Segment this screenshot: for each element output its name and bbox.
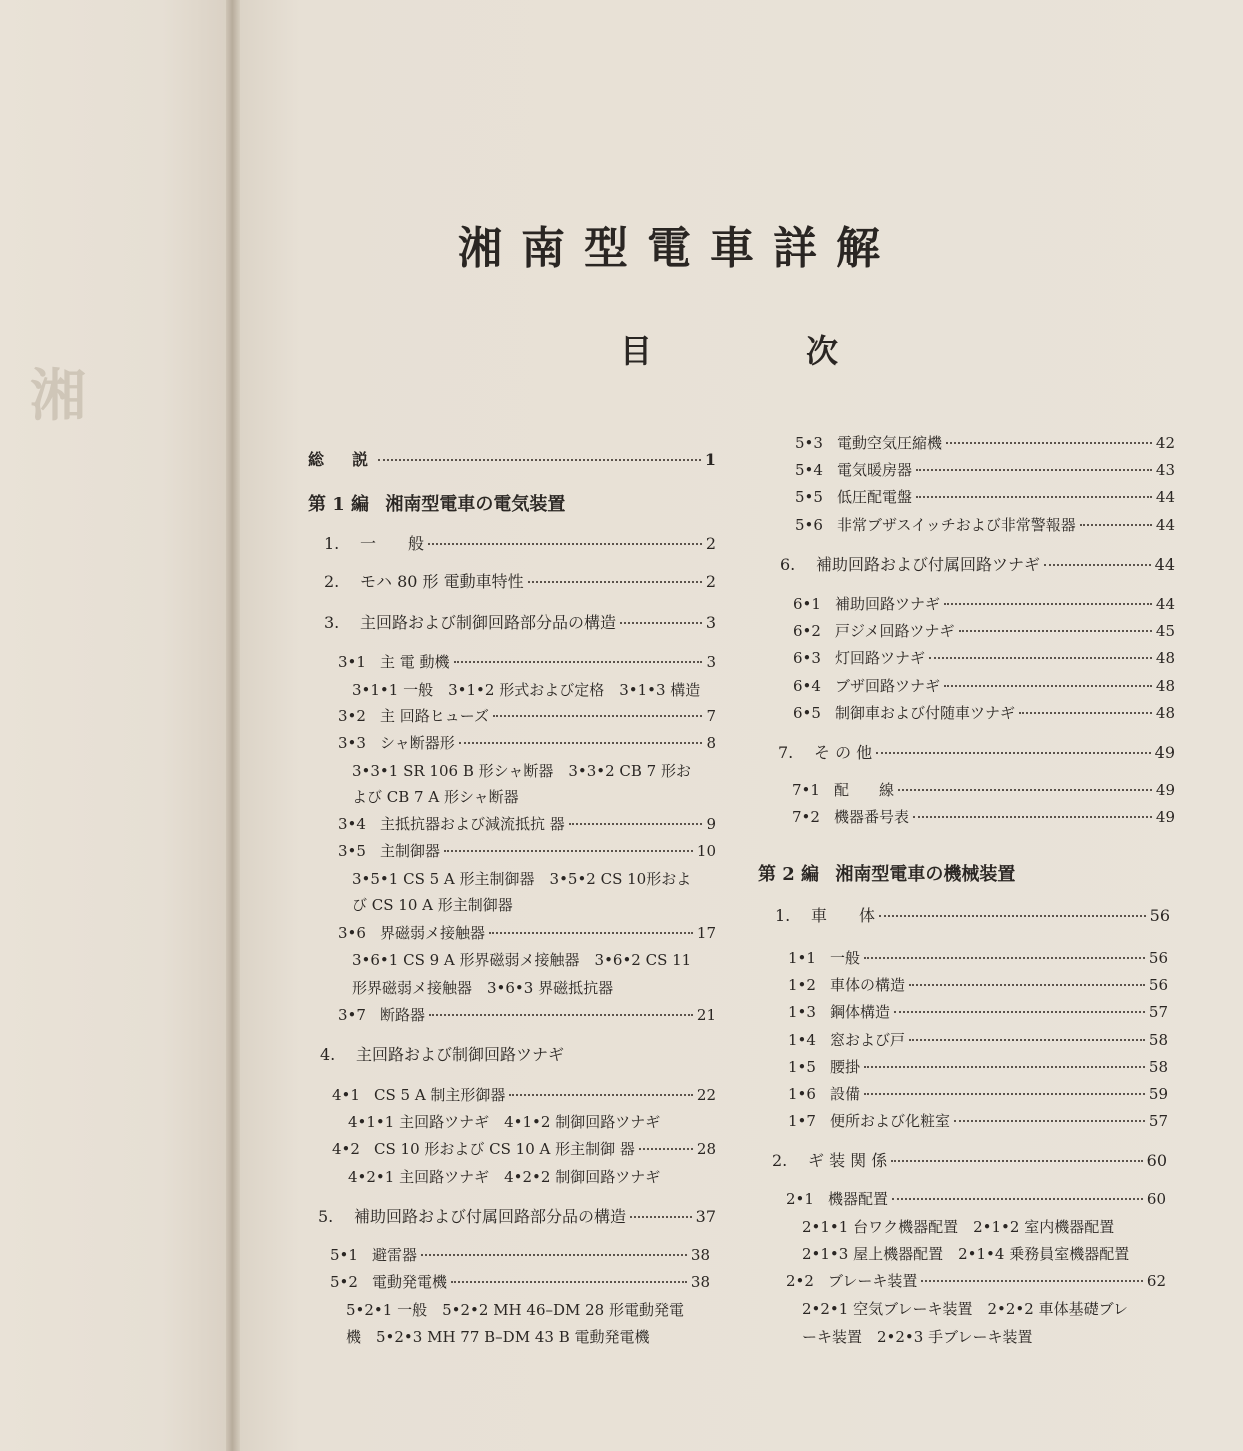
toc-entry[interactable]: 6•2 戸ジメ回路ツナギ 45: [793, 622, 1175, 640]
toc-entry[interactable]: 4. 主回路および制御回路ツナギ: [320, 1045, 565, 1064]
toc-subentry: 形界磁弱メ接触器 3•6•3 界磁抵抗器: [352, 979, 614, 997]
toc-heading-char-2: 次: [806, 332, 839, 370]
toc-entry[interactable]: 5•4 電気暖房器 43: [795, 461, 1175, 479]
toc-entry[interactable]: 5•3 電動空気圧縮機 42: [795, 434, 1175, 452]
dot-leader: [944, 603, 1152, 605]
toc-entry[interactable]: 3. 主回路および制御回路部分品の構造 3: [324, 613, 716, 632]
dot-leader: [429, 1014, 693, 1016]
part-heading-1: [308, 490, 565, 516]
dot-leader: [1080, 524, 1152, 526]
dot-leader: [489, 932, 693, 934]
toc-entry[interactable]: 3•4 主抵抗器および減流抵抗 器 9: [338, 815, 716, 833]
dot-leader: [378, 459, 701, 461]
dot-leader: [929, 657, 1152, 659]
toc-subentry: 2•2•1 空気ブレーキ装置 2•2•2 車体基礎ブレ: [802, 1300, 1128, 1318]
dot-leader: [569, 823, 703, 825]
dot-leader: [864, 1093, 1145, 1095]
toc-entry[interactable]: 5•6 非常ブザスイッチおよび非常警報器 44: [795, 516, 1175, 534]
toc-entry[interactable]: 3•6 界磁弱メ接触器 17: [338, 924, 716, 942]
toc-entry[interactable]: 1. 車 体 56: [775, 906, 1170, 925]
dot-leader: [954, 1120, 1145, 1122]
toc-entry[interactable]: 7. そ の 他 49: [778, 743, 1175, 762]
toc-entry[interactable]: 5. 補助回路および付属回路部分品の構造 37: [318, 1207, 716, 1226]
toc-entry[interactable]: 1•1 一般 56: [788, 949, 1168, 967]
dot-leader: [959, 630, 1152, 632]
toc-entry[interactable]: 6•1 補助回路ツナギ 44: [793, 595, 1175, 613]
dot-leader: [944, 685, 1152, 687]
dot-leader: [879, 915, 1146, 917]
toc-entry[interactable]: 3•2 主 回路ヒューズ 7: [338, 707, 716, 725]
dot-leader: [891, 1160, 1142, 1162]
toc-subentry: 2•1•1 台ワク機器配置 2•1•2 室内機器配置: [802, 1218, 1115, 1236]
toc-entry[interactable]: 4•2 CS 10 形および CS 10 A 形主制御 器 28: [332, 1140, 716, 1158]
dot-leader: [876, 752, 1150, 754]
dot-leader: [864, 957, 1145, 959]
part-number: 第 2 編: [758, 864, 820, 885]
left-page: [0, 0, 232, 1451]
toc-subentry: 5•2•1 一般 5•2•2 MH 46–DM 28 形電動発電: [346, 1301, 684, 1319]
dot-leader: [1044, 564, 1151, 566]
toc-entry[interactable]: 6. 補助回路および付属回路ツナギ 44: [780, 555, 1175, 574]
toc-entry[interactable]: 1•2 車体の構造 56: [788, 976, 1168, 994]
dot-leader: [946, 442, 1152, 444]
toc-entry[interactable]: 5•2 電動発電機 38: [330, 1273, 710, 1291]
dot-leader: [894, 1011, 1145, 1013]
toc-entry[interactable]: 1•7 便所および化粧室 57: [788, 1112, 1168, 1130]
toc-entry[interactable]: 2•2 ブレーキ装置 62: [786, 1272, 1166, 1290]
dot-leader: [454, 661, 703, 663]
toc-entry[interactable]: 6•5 制御車および付随車ツナギ 48: [793, 704, 1175, 722]
dot-leader: [451, 1281, 687, 1283]
toc-entry[interactable]: 7•1 配 線 49: [792, 781, 1175, 799]
dot-leader: [1019, 712, 1152, 714]
toc-entry[interactable]: 2•1 機器配置 60: [786, 1190, 1166, 1208]
toc-entry[interactable]: 1•5 腰掛 58: [788, 1058, 1168, 1076]
toc-subentry: よび CB 7 A 形シャ断器: [352, 788, 519, 806]
dot-leader: [864, 1066, 1145, 1068]
toc-heading: [620, 326, 900, 370]
toc-entry[interactable]: 6•4 ブザ回路ツナギ 48: [793, 677, 1175, 695]
dot-leader: [459, 742, 703, 744]
toc-entry[interactable]: 5•5 低圧配電盤 44: [795, 488, 1175, 506]
dot-leader: [630, 1216, 692, 1218]
book-title: 湘南型電車詳解: [458, 223, 899, 274]
toc-entry[interactable]: 2. ギ 装 関 係 60: [772, 1151, 1167, 1170]
toc-subentry: ーキ装置 2•2•3 手ブレーキ装置: [802, 1328, 1033, 1346]
toc-subentry: 3•1•1 一般 3•1•2 形式および定格 3•1•3 構造: [352, 681, 701, 699]
toc-subentry: 3•6•1 CS 9 A 形界磁弱メ接触器 3•6•2 CS 11: [352, 951, 692, 969]
toc-entry-intro[interactable]: [308, 450, 716, 470]
bleed-through-glyph: 湘: [30, 363, 80, 429]
part-number: 第 1 編: [308, 494, 370, 515]
dot-leader: [916, 469, 1152, 471]
dot-leader: [639, 1148, 693, 1150]
toc-subentry: び CS 10 A 形主制御器: [352, 896, 513, 914]
book-gutter: [226, 0, 240, 1451]
dot-leader: [909, 1039, 1145, 1041]
toc-subentry: 機 5•2•3 MH 77 B–DM 43 B 電動発電機: [346, 1328, 650, 1346]
part-title: 湘南型電車の電気装置: [385, 494, 566, 515]
dot-leader: [921, 1280, 1143, 1282]
dot-leader: [493, 715, 702, 717]
dot-leader: [892, 1198, 1143, 1200]
toc-entry[interactable]: 4•1 CS 5 A 制主形御器 22: [332, 1086, 716, 1104]
toc-subentry: 3•5•1 CS 5 A 形主制御器 3•5•2 CS 10形およ: [352, 870, 692, 888]
toc-entry-label: 総 説: [308, 450, 375, 469]
dot-leader: [898, 789, 1152, 791]
dot-leader: [428, 543, 702, 545]
toc-entry[interactable]: 3•5 主制御器 10: [338, 842, 716, 860]
toc-entry[interactable]: 2. モハ 80 形 電動車特性 2: [324, 572, 716, 591]
part-heading-2: [758, 860, 1015, 886]
dot-leader: [913, 816, 1152, 818]
toc-entry[interactable]: 6•3 灯回路ツナギ 48: [793, 649, 1175, 667]
dot-leader: [916, 496, 1152, 498]
toc-entry[interactable]: 1. 一 般 2: [324, 534, 716, 553]
toc-entry[interactable]: 3•1 主 電 動機 3: [338, 653, 716, 671]
toc-subentry: 4•2•1 主回路ツナギ 4•2•2 制御回路ツナギ: [348, 1168, 661, 1186]
toc-subentry: 3•3•1 SR 106 B 形シャ断器 3•3•2 CB 7 形お: [352, 762, 691, 780]
toc-entry[interactable]: 1•4 窓および戸 58: [788, 1031, 1168, 1049]
toc-page-number: 1: [704, 450, 716, 469]
toc-entry[interactable]: 3•7 断路器 21: [338, 1006, 716, 1024]
toc-entry[interactable]: 3•3 シャ断器形 8: [338, 734, 716, 752]
dot-leader: [909, 984, 1145, 986]
dot-leader: [620, 622, 702, 624]
toc-entry[interactable]: 7•2 機器番号表 49: [792, 808, 1175, 826]
toc-entry[interactable]: 5•1 避雷器 38: [330, 1246, 710, 1264]
dot-leader: [509, 1094, 692, 1096]
toc-entry[interactable]: 1•3 鋼体構造 57: [788, 1003, 1168, 1021]
dot-leader: [444, 850, 693, 852]
dot-leader: [421, 1254, 687, 1256]
toc-subentry: 2•1•3 屋上機器配置 2•1•4 乗務員室機器配置: [802, 1245, 1130, 1263]
toc-entry[interactable]: 1•6 設備 59: [788, 1085, 1168, 1103]
toc-subentry: 4•1•1 主回路ツナギ 4•1•2 制御回路ツナギ: [348, 1113, 661, 1131]
part-title: 湘南型電車の機械装置: [835, 864, 1016, 885]
toc-heading-char-1: 目: [620, 332, 653, 370]
dot-leader: [528, 581, 702, 583]
